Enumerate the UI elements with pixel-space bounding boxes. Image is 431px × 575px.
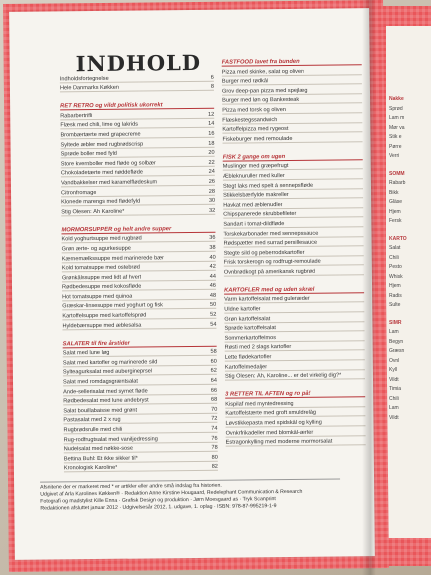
entry-page-number: 26 (208, 178, 215, 185)
entry-page-number: 70 (211, 406, 218, 413)
entry-title: Ovnbrødkogt på amerikansk rugbrød (223, 268, 316, 276)
peek-entry: Kyll (389, 367, 398, 373)
peek-entry: Lam m (389, 115, 405, 121)
entry-title: Sylteagurksalat med aubergineprsel (62, 368, 153, 376)
entry-title: Chipspanerede skrubbefileter (223, 211, 297, 218)
entry-title: Ande-sellerisalat med syrnet fløde (63, 388, 148, 395)
entry-page-number: 64 (210, 377, 218, 384)
entry-page-number: 6 (210, 74, 214, 81)
entry-page-number: 14 (208, 121, 215, 128)
peek-entry: Chili (389, 395, 399, 402)
entry-title: Kartoffelpizza med rygeost (222, 126, 289, 133)
peek-entry: Vildt (389, 414, 399, 421)
entry-page-number: 66 (210, 387, 218, 394)
peek-entry: Begyn (389, 338, 404, 345)
peek-entry: Whisk (389, 273, 403, 280)
entry-title: Grøn kartoffelsalat (224, 315, 271, 323)
entry-title: Rødbedesalat med lune andebryst (63, 397, 149, 405)
entry-title: Grønkålssuppe med lidt af hvert (61, 274, 142, 282)
entry-page-number: 44 (209, 273, 216, 280)
entry-title: Grov deep-pan pizza med spejlæg (221, 87, 308, 95)
entry-title: Bettina Buhl: Et ikke sikker til* (63, 455, 138, 463)
entry-title: Stegt laks med spelt á sennepsfløde (222, 182, 314, 190)
entry-page-number: 50 (209, 302, 217, 309)
peek-entry: Verri (389, 153, 400, 159)
entry-page-number: 74 (211, 425, 218, 432)
peek-entry: Vildt (389, 376, 399, 383)
section-heading: MORMORSUPPER og helt andre supper (61, 221, 215, 234)
entry-page-number: 68 (210, 396, 218, 404)
entry-title: Klonede marengs med flødefyld (61, 198, 141, 206)
peek-entry: Pesto (389, 264, 402, 270)
entry-title: Pizza med skinke, salat og oliven (221, 68, 305, 76)
entry-title: Varm kartoffelsalat med guleræder (224, 296, 310, 304)
entry-title: Salat med kartofler og marinerede sild (62, 359, 158, 367)
entry-title: Syltede æbler med rugbrødscrisp (60, 141, 144, 148)
entry-page-number: 42 (209, 263, 216, 270)
entry-title: Pastasalat med 2 x rug (63, 417, 121, 424)
peek-entry: Hjem (389, 283, 401, 289)
entry-page-number: 30 (208, 197, 216, 204)
page-title: INDHOLD (75, 49, 202, 77)
entry-title: Chokoladetærte med nøddefløde (60, 169, 143, 177)
entry-page-number: 82 (211, 464, 218, 471)
entry-page-number: 54 (210, 321, 217, 328)
peek-entry: Salat (389, 245, 401, 251)
peek-entry: Ovnl (389, 357, 400, 364)
entry-page-number: 28 (208, 188, 216, 195)
entry-title: Røsti med 2 slags kartofler (224, 344, 292, 352)
entry-title: Brombærtærte med grapecreme (60, 131, 141, 139)
colophon-line: Afsnitene der er markeret med * er artikler eller andre små indslag fra historien. (40, 482, 222, 491)
entry-title: Rødbedesuppe med kokosfløde (61, 283, 142, 291)
peek-entry: Lam (389, 405, 399, 411)
peek-entry: Bikk (389, 189, 399, 196)
entry-title: Frisk torskerogn og rodfrugt-remoulade (223, 258, 321, 266)
entry-title: Kartoffelstærte med groft smuldrelåg (225, 410, 317, 418)
peek-section-heading: SOMM (389, 170, 405, 177)
entry-page-number: 72 (211, 416, 218, 423)
entry-title: Salat med lune løg (62, 350, 110, 357)
peek-entry: Gläse (389, 199, 403, 205)
entry-title: Sandart i tomat-dildfløde (223, 220, 285, 228)
peek-entry: Radis (389, 292, 402, 299)
entry-title: Æbleknuruller med kuller (222, 172, 285, 180)
peek-entry: Rabarb (389, 180, 406, 186)
entry-title: Vandbakkelser med karamelflødeskum (60, 179, 158, 187)
entry-title: Ovnkrfrikadeller med blomkål-ærter (225, 429, 314, 437)
entry-page-number: 36 (209, 235, 216, 242)
entry-title: Kronologisk Karoline* (63, 465, 118, 472)
entry-title: Rugbrødsrulle med chili (63, 426, 123, 434)
entry-page-number: 46 (209, 283, 217, 290)
section-heading: FASTFOOD lavet fra bunden (222, 54, 362, 66)
entry-page-number: 76 (211, 435, 218, 442)
entry-title: Stegte sild og peberrodskartofler (223, 249, 305, 257)
entry-page-number: 40 (209, 254, 216, 261)
peek-section-heading: SIMR (389, 319, 402, 326)
entry-title: Kold yoghurtsuppe med rugbrød (61, 235, 142, 243)
entry-title: Stig Olesen: Åh Karoline* (61, 208, 125, 216)
entry-title: Kartoffelmedaljer (224, 363, 268, 371)
peek-entry: Chili (389, 254, 399, 261)
entry-title: Rødspætter med surrad persillesauce (223, 239, 318, 247)
entry-title: Kispilaf med myntedressing (225, 400, 294, 408)
entry-title: Torskekarbonader med sennepssauce (223, 230, 319, 238)
contents-entry (64, 462, 218, 473)
entry-page-number: 38 (209, 244, 216, 251)
peek-entry: Græsn (389, 348, 405, 354)
entry-title: Pizza med torsk og oliven (222, 106, 286, 114)
entry-title: Salat med romdagsgræntsalat (62, 378, 138, 386)
entry-title: Hele Danmarks Køkken (59, 84, 120, 92)
entry-title: Kærnemælkssuppe med marinerede bær (61, 254, 165, 262)
peek-entry: Lam (389, 329, 399, 335)
section-heading: SALATER til fire årstider (63, 335, 217, 348)
entry-page-number: 24 (208, 169, 215, 176)
entry-title: Flæskestegssandwich (222, 116, 278, 124)
entry-page-number: 20 (208, 149, 215, 156)
contents-page (9, 8, 375, 560)
peek-section-heading: Nakke (389, 96, 404, 102)
entry-title: Stikkelsbærfylde makreller (223, 192, 289, 199)
entry-title: Stig Olesen: Åh, Karoline... er det virkelig dig?* (224, 372, 342, 380)
entry-title: Rabarbertrifli (60, 112, 93, 120)
entry-title: Kold tomatsuppe med ostebrød (61, 264, 140, 272)
entry-page-number: 52 (210, 311, 217, 318)
entry-title: Lette flødekartofler (224, 354, 272, 361)
peek-entry: Timia (389, 386, 402, 392)
entry-page-number: 58 (210, 348, 217, 356)
entry-page-number: 32 (208, 207, 216, 214)
entry-title: Uldne kartofler (224, 306, 261, 313)
peek-section-heading: KARTO (389, 235, 407, 242)
entry-page-number: 48 (209, 292, 217, 299)
peek-entry: Fersk (389, 218, 402, 224)
entry-page-number: 62 (210, 368, 217, 375)
section-heading: 3 RETTER TIL AFTEN og ro på! (225, 386, 365, 398)
entry-page-number: 60 (210, 358, 217, 365)
entry-title: Indholdsfortegnelse (59, 75, 109, 82)
entry-title: Sprøde kartoffelsalat (224, 325, 277, 332)
entry-title: Muslinger med græpefrugt (222, 163, 289, 171)
entry-page-number: 16 (208, 130, 215, 137)
entry-title: Græskar-linsesuppe med yoghurt og fisk (62, 302, 163, 310)
entry-title: Kartoffelsuppe med kartoffelsprød (62, 312, 147, 320)
entry-page-number: 22 (208, 159, 215, 166)
colophon-line: Redaktionen afsluttet januar 2012 · Udgivelsesår 2012, 1. udgave, 1. oplag · ISBN: 978-87-995219-1-9 (40, 503, 277, 512)
entry-title: Burger med løn og Bankesteak (222, 97, 300, 105)
entry-title: Hyldebærsuppe med æblesalsa (62, 322, 142, 330)
contents-right-column (222, 54, 366, 447)
colophon-line: Udgivet af Arla Karolines Køkken® · Redaktion Anne Kirstine Hougaard, Redelephant Communication & Research (40, 488, 303, 498)
entry-title: Sprøde boller med fyld (60, 150, 117, 158)
entry-title: Citronfromage (61, 189, 97, 196)
section-heading: RET RETRO og vildt politisk ukorrekt (60, 98, 214, 111)
entry-title: Store kvernboller med fløde og solbær (60, 160, 156, 168)
entry-title: Estragonkylling med moderne mormorsalat (225, 438, 333, 446)
entry-title: Salat bouillabaisse med grønt (63, 407, 138, 415)
contents-left-column (60, 72, 218, 473)
entry-title: Hot tomatsuppe med quinoa (62, 293, 133, 301)
entry-page-number: 12 (207, 111, 215, 118)
entry-title: Sommerkartoffelmos (224, 334, 277, 342)
peek-entry: Sulte (389, 302, 401, 308)
section-heading: KARTOFLER med og uden skræl (224, 282, 364, 294)
colophon-line: Fotografi og madstylist Kille Enna · Grafisk Design og produktion · Jørn Moesgaard as · Tryk Scanprint (40, 496, 276, 505)
entry-title: Løvstikkepasta med spidskål og kylling (225, 419, 322, 427)
book-gutter-shadow (362, 0, 376, 575)
peek-entry: Mør va (389, 124, 405, 131)
contents-entry (226, 436, 366, 447)
entry-title: Rug-rodfrugtsalat med vaniljedressing (63, 435, 158, 443)
entry-page-number: 18 (208, 140, 215, 147)
section-heading: FISK 2 gange om ugen (223, 149, 363, 161)
entry-title: Burger med rødkål (221, 78, 269, 85)
entry-title: Grøn ærte- og agurkesuppe (61, 245, 132, 253)
peek-entry: Sprød (389, 105, 403, 112)
colophon (40, 478, 340, 512)
entry-title: Fiskeburger med remoulade (222, 135, 293, 143)
entry-title: Nudelsalat med nøkke-sose (63, 445, 134, 453)
peek-entry: Stik e (389, 134, 402, 140)
entry-title: Havkat med æblenudler (223, 201, 283, 209)
entry-page-number: 80 (211, 454, 218, 461)
entry-page-number: 78 (211, 444, 218, 451)
peek-entry: Hjem (389, 208, 401, 215)
entry-page-number: 8 (210, 83, 214, 90)
entry-title: Flæsk med chili, lime og lakrids (60, 121, 139, 129)
peek-entry: Pørre (389, 143, 402, 150)
right-page-peek (386, 26, 431, 538)
